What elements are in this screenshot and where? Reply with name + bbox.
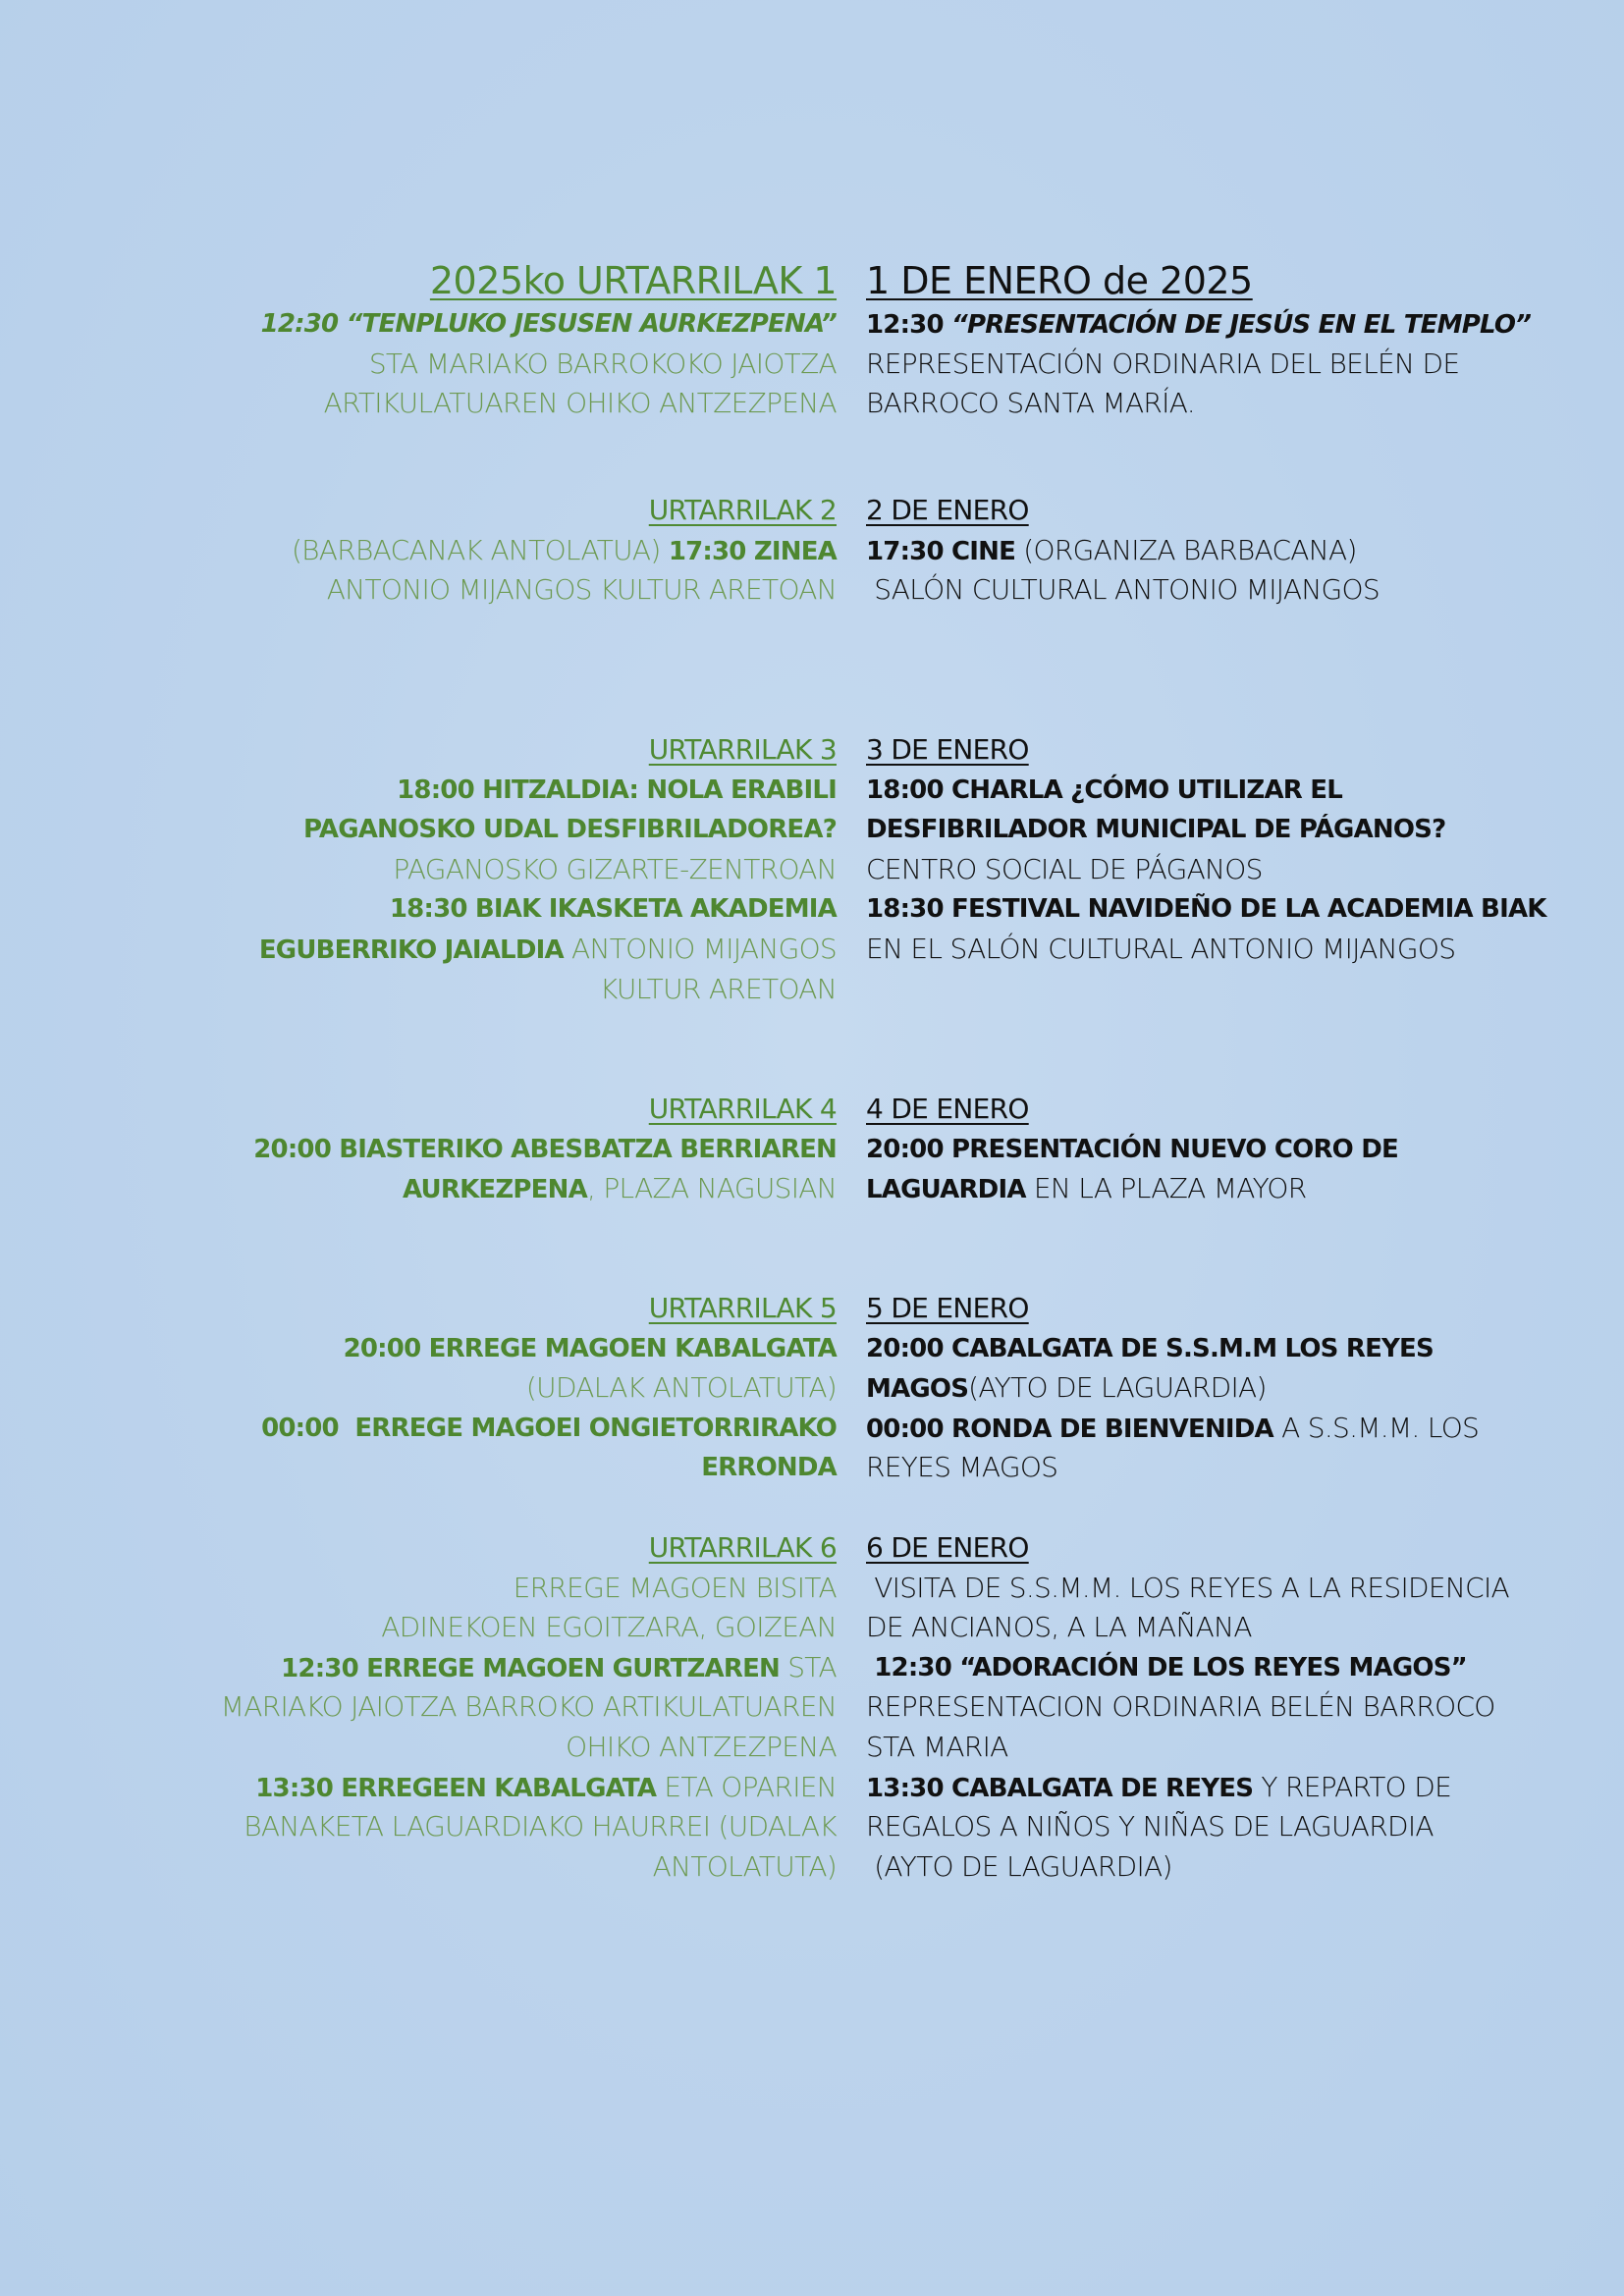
jan1-spanish-heading: 1 DE ENERO de 2025	[866, 259, 1253, 302]
jan4-basque-heading: URTARRILAK 4	[648, 1093, 837, 1125]
jan3-basque-event-2b	[118, 930, 837, 970]
jan2-spanish-event: 17:30 CINE	[866, 536, 1016, 566]
jan6-basque-event-2-post: STA	[780, 1650, 837, 1683]
jan5-basque-event-2a: 00:00 ERREGE MAGOEI ONGIETORRIRAKO	[261, 1413, 837, 1443]
jan2-basque-heading: URTARRILAK 2	[648, 494, 837, 526]
jan1-basque-heading: 2025ko URTARRILAK 1	[429, 259, 837, 302]
jan5-basque-event-1: 20:00 ERREGE MAGOEN KABALGATA	[343, 1333, 837, 1363]
jan3-basque-event-2b-bold: EGUBERRIKO JAIALDIA	[258, 934, 564, 965]
jan2-basque-line-1	[118, 531, 837, 571]
jan2-spanish-organizer: (ORGANIZA BARBACANA)	[1015, 533, 1357, 566]
jan4-basque-event-b-bold: AURKEZPENA	[403, 1175, 587, 1205]
jan3-basque-heading: URTARRILAK 3	[648, 733, 837, 766]
jan6-basque-event-2a	[118, 1648, 837, 1688]
jan1-spanish-desc-1: REPRESENTACIÓN ORDINARIA DEL BELÉN DE	[866, 347, 1460, 380]
jan5-spanish-event-1b-bold: MAGOS	[866, 1374, 969, 1405]
jan6-spanish-event-2c: STA MARIA	[866, 1730, 1008, 1763]
jan2-basque-event: 17:30 ZINEA	[668, 536, 837, 566]
jan4-basque-event-b	[118, 1169, 837, 1209]
jan1-spanish-time: 12:30	[866, 310, 952, 340]
jan6-basque-visit-2: ADINEKOEN EGOITZARA, GOIZEAN	[381, 1611, 837, 1644]
jan3-basque-event-2a: 18:30 BIAK IKASKETA AKADEMIA	[389, 894, 837, 925]
jan6-basque-event-2c: OHIKO ANTZEZPENA	[566, 1730, 837, 1763]
jan6-basque-event-3a	[118, 1768, 837, 1808]
jan3-spanish-venue-2: EN EL SALÓN CULTURAL ANTONIO MIJANGOS	[866, 932, 1456, 965]
jan2-basque-block	[118, 491, 837, 611]
jan5-basque-heading: URTARRILAK 5	[648, 1292, 837, 1324]
jan1-spanish-desc-2: BARROCO SANTA MARÍA.	[866, 387, 1195, 420]
jan6-spanish-heading: 6 DE ENERO	[866, 1531, 1029, 1564]
jan4-basque-event-a: 20:00 BIASTERIKO ABESBATZA BERRIAREN	[253, 1134, 837, 1164]
jan1-spanish-event-title	[866, 304, 1593, 345]
jan2-spanish-heading: 2 DE ENERO	[866, 494, 1029, 526]
jan1-basque-desc-1: STA MARIAKO BARROKOKO JAIOTZA	[368, 347, 837, 380]
jan1-basque-block	[118, 257, 837, 424]
jan6-spanish-event-3a	[866, 1768, 1593, 1808]
jan4-basque-venue: , PLAZA NAGUSIAN	[586, 1172, 837, 1205]
jan5-spanish-event-2a	[866, 1409, 1593, 1449]
jan6-basque-event-3c: ANTOLATUTA)	[652, 1849, 837, 1883]
jan5-basque-event-2b: ERRONDA	[701, 1453, 837, 1483]
jan2-basque-organizer: (BARBACANAK ANTOLATUA)	[291, 533, 669, 566]
jan6-spanish-visit-2: DE ANCIANOS, A LA MAÑANA	[866, 1611, 1252, 1644]
jan6-spanish-event-3b: REGALOS A NIÑOS Y NIÑAS DE LAGUARDIA	[866, 1810, 1434, 1843]
jan6-spanish-event-3c: (AYTO DE LAGUARDIA)	[866, 1849, 1172, 1883]
jan3-spanish-event-1b: DESFIBRILADOR MUNICIPAL DE PÁGANOS?	[866, 815, 1446, 845]
jan1-spanish-title-text: “PRESENTACIÓN DE JESÚS EN EL TEMPLO”	[951, 310, 1532, 340]
jan2-basque-venue: ANTONIO MIJANGOS KULTUR ARETOAN	[326, 573, 837, 607]
jan6-spanish-block	[866, 1528, 1593, 1887]
jan4-basque-block	[118, 1090, 837, 1209]
jan6-basque-visit-1: ERREGE MAGOEN BISITA	[513, 1571, 837, 1604]
jan6-spanish-event-3-post: Y REPARTO DE	[1253, 1770, 1452, 1803]
jan3-spanish-heading: 3 DE ENERO	[866, 733, 1029, 766]
jan6-basque-block	[118, 1528, 837, 1887]
jan6-basque-event-3-post: ETA OPARIEN	[656, 1770, 837, 1803]
jan3-basque-event-2b-venue: ANTONIO MIJANGOS	[563, 932, 837, 965]
jan3-spanish-event-2: 18:30 FESTIVAL NAVIDEÑO DE LA ACADEMIA BIAK	[866, 894, 1546, 925]
jan6-basque-event-2-bold: 12:30 ERREGE MAGOEN GURTZAREN	[281, 1653, 781, 1683]
jan3-spanish-venue-1: CENTRO SOCIAL DE PÁGANOS	[866, 852, 1263, 885]
jan2-spanish-block	[866, 491, 1593, 611]
jan2-spanish-venue: SALÓN CULTURAL ANTONIO MIJANGOS	[866, 573, 1380, 607]
jan4-spanish-event-b	[866, 1169, 1593, 1209]
jan1-basque-desc-2: ARTIKULATUAREN OHIKO ANTZEZPENA	[323, 387, 837, 420]
jan6-basque-event-2b: MARIAKO JAIOTZA BARROKO ARTIKULATUAREN	[220, 1690, 837, 1724]
jan5-spanish-event-2-bold: 00:00 RONDA DE BIENVENIDA	[866, 1414, 1273, 1444]
jan1-spanish-block	[866, 257, 1593, 424]
jan4-spanish-heading: 4 DE ENERO	[866, 1093, 1029, 1125]
jan6-spanish-visit-1: VISITA DE S.S.M.M. LOS REYES A LA RESIDENCIA	[866, 1571, 1509, 1604]
jan3-basque-block	[118, 730, 837, 1009]
jan5-spanish-event-1a: 20:00 CABALGATA DE S.S.M.M LOS REYES	[866, 1333, 1434, 1363]
jan5-spanish-event-2b: REYES MAGOS	[866, 1451, 1058, 1484]
jan6-spanish-event-2a: 12:30 “ADORACIÓN DE LOS REYES MAGOS”	[866, 1652, 1467, 1682]
jan5-spanish-event-1b	[866, 1368, 1593, 1409]
jan4-spanish-event-b-bold: LAGUARDIA	[866, 1175, 1026, 1205]
jan5-basque-block	[118, 1289, 837, 1488]
jan5-spanish-organizer: (AYTO DE LAGUARDIA)	[968, 1371, 1267, 1405]
jan1-basque-event-title: 12:30 “TENPLUKO JESUSEN AURKEZPENA”	[260, 309, 837, 339]
jan4-spanish-block	[866, 1090, 1593, 1209]
jan4-spanish-event-a: 20:00 PRESENTACIÓN NUEVO CORO DE	[866, 1134, 1398, 1164]
jan3-basque-venue-1: PAGANOSKO GIZARTE-ZENTROAN	[393, 852, 837, 885]
jan6-basque-heading: URTARRILAK 6	[648, 1531, 837, 1564]
jan6-spanish-event-3-bold: 13:30 CABALGATA DE REYES	[866, 1773, 1254, 1803]
jan4-spanish-venue: EN LA PLAZA MAYOR	[1025, 1172, 1307, 1205]
jan5-spanish-heading: 5 DE ENERO	[866, 1292, 1029, 1324]
jan3-spanish-event-1a: 18:00 CHARLA ¿CÓMO UTILIZAR EL	[866, 774, 1342, 805]
jan3-basque-venue-2: KULTUR ARETOAN	[599, 972, 837, 1005]
jan6-basque-event-3-bold: 13:30 ERREGEEN KABALGATA	[255, 1773, 657, 1803]
jan3-basque-event-1b: PAGANOSKO UDAL DESFIBRILADOREA?	[303, 815, 837, 845]
jan3-spanish-block	[866, 730, 1593, 970]
jan6-spanish-event-2b: REPRESENTACION ORDINARIA BELÉN BARROCO	[866, 1690, 1495, 1724]
jan5-spanish-block	[866, 1289, 1593, 1488]
jan3-basque-event-1a: 18:00 HITZALDIA: NOLA ERABILI	[397, 774, 837, 805]
jan5-basque-organizer: (UDALAK ANTOLATUTA)	[525, 1371, 837, 1405]
jan2-spanish-line-1	[866, 531, 1593, 571]
jan5-spanish-event-2-post: A S.S.M.M. LOS	[1272, 1411, 1480, 1444]
jan6-basque-event-3b: BANAKETA LAGUARDIAKO HAURREI (UDALAK	[244, 1810, 837, 1843]
